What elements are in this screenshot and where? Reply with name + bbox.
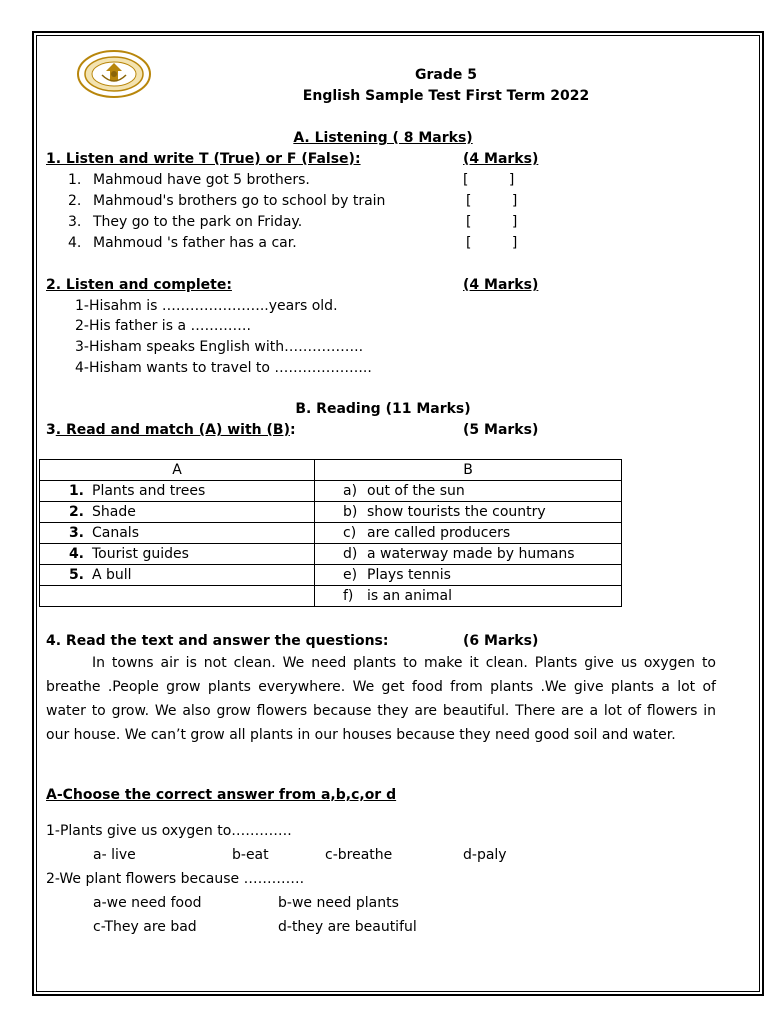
q1-item-bracket: [ ] (466, 235, 518, 251)
b-text: is an animal (367, 588, 452, 604)
mcq-option: a- live (93, 847, 136, 863)
b-letter: e) (343, 567, 358, 583)
table-row (40, 523, 622, 544)
part-a-title: A-Choose the correct answer from a,b,c,or d (46, 787, 397, 803)
table-row (40, 481, 622, 502)
cell-a (40, 481, 315, 502)
a-text: Shade (92, 504, 136, 520)
cell-a (40, 586, 315, 607)
b-letter: a) (343, 483, 358, 499)
mcq-option: d-they are beautiful (278, 919, 417, 935)
b-text: Plays tennis (367, 567, 451, 583)
q3-title (46, 421, 296, 439)
q2-item: 2-His father is a …………. (75, 318, 251, 334)
q2-item: 1-Hisahm is …………………..years old. (75, 298, 338, 314)
q2-item: 4-Hisham wants to travel to ………………... (75, 360, 372, 376)
b-text: out of the sun (367, 483, 465, 499)
q1-item-text: Mahmoud have got 5 brothers. (93, 172, 310, 188)
a-number: 1. (68, 483, 84, 499)
mcq-option: b-eat (232, 847, 269, 863)
q2-title: 2. Listen and complete: (46, 277, 232, 293)
mcq-option: d-paly (463, 847, 507, 863)
cell-b (315, 544, 622, 565)
matching-table (39, 459, 622, 607)
column-b-header: B (315, 460, 622, 481)
q4-marks: (6 Marks) (463, 633, 539, 649)
b-letter: b) (343, 504, 358, 520)
section-b-title: B. Reading (11 Marks) (295, 401, 471, 417)
a-number: 5. (68, 567, 84, 583)
b-text: are called producers (367, 525, 511, 541)
q1-item-bracket: [ ] (466, 214, 518, 230)
mcq-question: 1-Plants give us oxygen to…………. (46, 823, 292, 839)
q1-title: 1. Listen and write T (True) or F (False): (46, 151, 361, 167)
q1-item-text: Mahmoud 's father has a car. (93, 235, 297, 251)
ministry-of-education-seal-icon (76, 49, 152, 99)
table-header-row (40, 460, 622, 481)
test-title: English Sample Test First Term 2022 (302, 88, 590, 104)
b-text: a waterway made by humans (367, 546, 575, 562)
q1-item-text: Mahmoud's brothers go to school by train (93, 193, 386, 209)
q1-item-num: 3. (68, 214, 82, 230)
q3-title-main: . Read and match (A) with (B) (55, 422, 290, 438)
mcq-option: a-we need food (93, 895, 202, 911)
q1-item-bracket: [ ] (466, 193, 518, 209)
cell-a (40, 523, 315, 544)
table-row (40, 502, 622, 523)
cell-b (315, 586, 622, 607)
q3-title-suffix: : (289, 422, 296, 438)
grade-heading: Grade 5 (415, 67, 477, 83)
q3-title-prefix: 3 (46, 422, 56, 438)
cell-b (315, 502, 622, 523)
a-text: A bull (92, 567, 132, 583)
a-text: Plants and trees (92, 483, 206, 499)
table-row (40, 544, 622, 565)
q1-item-num: 1. (68, 172, 82, 188)
b-text: show tourists the country (367, 504, 546, 520)
cell-b (315, 565, 622, 586)
q2-item: 3-Hisham speaks English with…………….. (75, 339, 364, 355)
q2-marks: (4 Marks) (463, 277, 539, 293)
q1-item-num: 2. (68, 193, 82, 209)
passage-text: In towns air is not clean. We need plants to make it clean. Plants give us oxygen to breathe .People grow plants everywhere. We get food from plants .We give plants a lot of water to grow. We also grow flowers because they are beautiful. There are a lot of flowers in our house. We can’t grow all plants in our houses because they need good soil and water. (46, 655, 716, 743)
mcq-question: 2-We plant flowers because …………. (46, 871, 305, 887)
a-text: Canals (92, 525, 139, 541)
table-row (40, 586, 622, 607)
a-text: Tourist guides (92, 546, 189, 562)
b-letter: f) (343, 588, 354, 604)
mcq-option: c-breathe (325, 847, 393, 863)
cell-b (315, 481, 622, 502)
b-letter: d) (343, 546, 358, 562)
q1-marks: (4 Marks) (463, 151, 539, 167)
q1-item-num: 4. (68, 235, 82, 251)
mcq-option: c-They are bad (93, 919, 197, 935)
a-number: 4. (68, 546, 84, 562)
a-number: 3. (68, 525, 84, 541)
a-number: 2. (68, 504, 84, 520)
mcq-option: b-we need plants (278, 895, 399, 911)
reading-passage (46, 651, 716, 747)
column-a-header: A (40, 460, 315, 481)
q4-title: 4. Read the text and answer the questions: (46, 633, 389, 649)
cell-b (315, 523, 622, 544)
q3-marks: (5 Marks) (463, 422, 539, 438)
q1-item-bracket: [ ] (463, 172, 515, 188)
cell-a (40, 544, 315, 565)
q1-item-text: They go to the park on Friday. (93, 214, 303, 230)
table-row (40, 565, 622, 586)
cell-a (40, 565, 315, 586)
section-a-title: A. Listening ( 8 Marks) (293, 130, 473, 146)
b-letter: c) (343, 525, 357, 541)
cell-a (40, 502, 315, 523)
